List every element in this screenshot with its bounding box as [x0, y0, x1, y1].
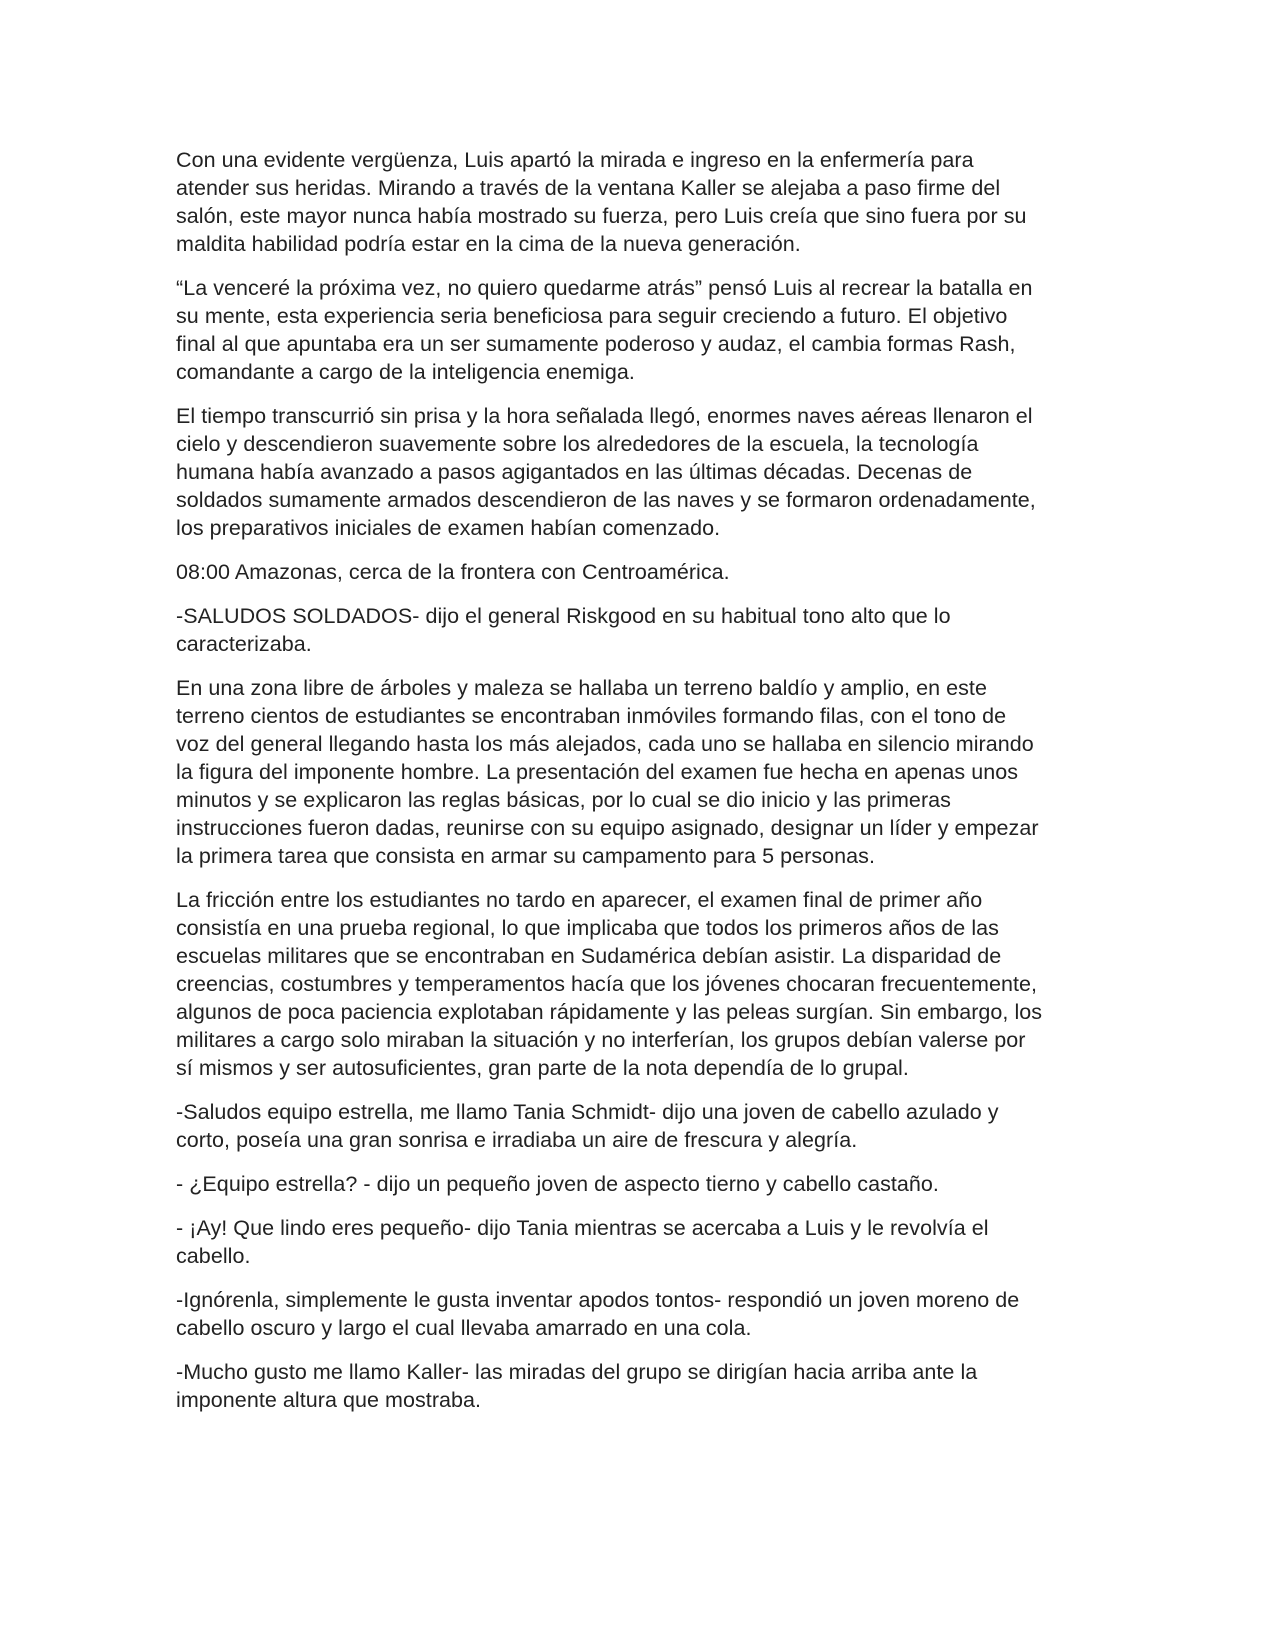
paragraph-10: - ¡Ay! Que lindo eres pequeño- dijo Tania mientras se acercaba a Luis y le revolvía el cabello.	[176, 1216, 989, 1268]
paragraph-11: -Ignórenla, simplemente le gusta inventar apodos tontos- respondió un joven moreno de cabello oscuro y largo el cual llevaba amarrado en una cola.	[176, 1288, 1020, 1340]
paragraph-9: - ¿Equipo estrella? - dijo un pequeño joven de aspecto tierno y cabello castaño.	[176, 1172, 939, 1196]
document-body	[176, 146, 1106, 1430]
paragraph-12: -Mucho gusto me llamo Kaller- las miradas del grupo se dirigían hacia arriba ante la imponente altura que mostraba.	[176, 1360, 978, 1412]
paragraph-3: El tiempo transcurrió sin prisa y la hora señalada llegó, enormes naves aéreas llenaron el cielo y descendieron suavemente sobre los alrededores de la escuela, la tecnología humana había avanzado a pasos agigantados en las últimas décadas. Decenas de soldados sumamente armados descendieron de las naves y se formaron ordenadamente, los preparativos iniciales de examen habían comenzado.	[176, 404, 1036, 540]
paragraph-4: 08:00 Amazonas, cerca de la frontera con Centroamérica.	[176, 560, 730, 584]
paragraph-7: La fricción entre los estudiantes no tardo en aparecer, el examen final de primer año consistía en una prueba regional, lo que implicaba que todos los primeros años de las escuelas militares que se encontraban en Sudamérica debían asistir. La disparidad de creencias, costumbres y temperamentos hacía que los jóvenes chocaran frecuentemente, algunos de poca paciencia explotaban rápidamente y las peleas surgían. Sin embargo, los militares a cargo solo miraban la situación y no interferían, los grupos debían valerse por sí mismos y ser autosuficientes, gran parte de la nota dependía de lo grupal.	[176, 888, 1043, 1080]
paragraph-1: Con una evidente vergüenza, Luis apartó la mirada e ingreso en la enfermería para atender sus heridas. Mirando a través de la ventana Kaller se alejaba a paso firme del salón, este mayor nunca había mostrado su fuerza, pero Luis creía que sino fuera por su maldita habilidad podría estar en la cima de la nueva generación.	[176, 148, 1027, 256]
paragraph-8: -Saludos equipo estrella, me llamo Tania Schmidt- dijo una joven de cabello azulado y corto, poseía una gran sonrisa e irradiaba un aire de frescura y alegría.	[176, 1100, 999, 1152]
paragraph-6: En una zona libre de árboles y maleza se hallaba un terreno baldío y amplio, en este terreno cientos de estudiantes se encontraban inmóviles formando filas, con el tono de voz del general llegando hasta los más alejados, cada uno se hallaba en silencio mirando la figura del imponente hombre. La presentación del examen fue hecha en apenas unos minutos y se explicaron las reglas básicas, por lo cual se dio inicio y las primeras instrucciones fueron dadas, reunirse con su equipo asignado, designar un líder y empezar la primera tarea que consista en armar su campamento para 5 personas.	[176, 676, 1039, 868]
paragraph-2: “La venceré la próxima vez, no quiero quedarme atrás” pensó Luis al recrear la batalla en su mente, esta experiencia seria beneficiosa para seguir creciendo a futuro. El objetivo final al que apuntaba era un ser sumamente poderoso y audaz, el cambia formas Rash, comandante a cargo de la inteligencia enemiga.	[176, 276, 1033, 384]
paragraph-5: -SALUDOS SOLDADOS- dijo el general Riskgood en su habitual tono alto que lo caracterizaba.	[176, 604, 951, 656]
